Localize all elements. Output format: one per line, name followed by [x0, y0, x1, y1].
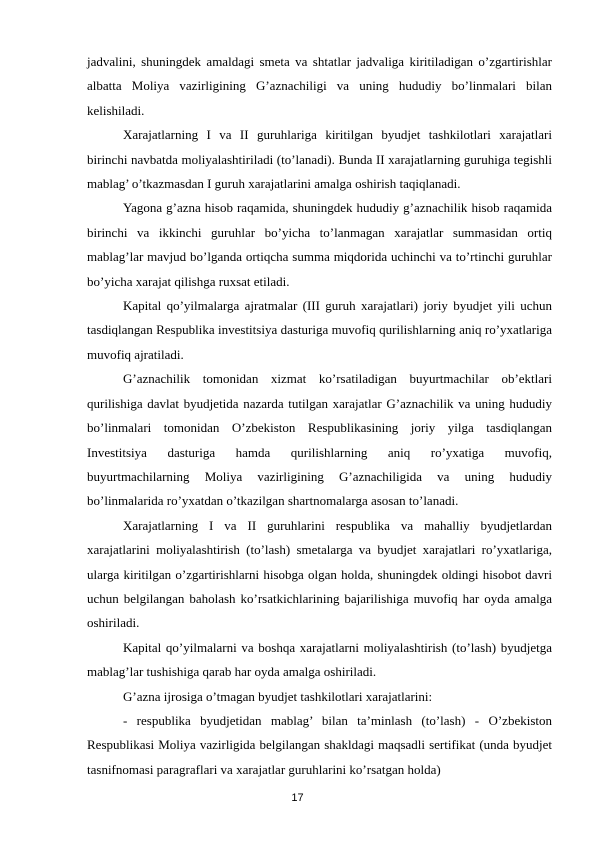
paragraph-7: Kapital qo’yilmalarni va boshqa xarajatlarni moliyalashtirish (to’lash) byudjetga mablag’lar tushishiga qarab har oyda amalga oshiriladi.	[87, 639, 552, 680]
paragraph-6: Xarajatlarning I va II guruhlarini respublika va mahalliy byudjetlardan xarajatlarini moliyalashtirish (to’lash) smetalarga va byudjet xarajatlari ro’yxatlariga, ularga kiritilgan o’zgartirishlarni hisobga olgan holda, shuningdek oldingi hisobot davri uchun belgilangan baholash ko’rsatkichlarining bajarilishiga muvofiq har oyda amalga oshiriladi.	[87, 517, 552, 631]
paragraph-3: Yagona g’azna hisob raqamida, shuningdek hududiy g’aznachilik hisob raqamida birinchi va ikkinchi guruhlar bo’yicha to’lanmagan xarajatlar summasidan ortiq mablag’lar mavjud bo’lganda ortiqcha summa miqdorida uchinchi va to’rtinchi guruhlar bo’yicha xarajat qilishga ruxsat etiladi.	[87, 200, 552, 289]
paragraph-5: G’aznachilik tomonidan xizmat ko’rsatiladigan buyurtmachilar ob’ektlari qurilishiga davlat byudjetida nazarda tutilgan xarajatlar G’aznachilik va uning hududiy bo’linmalari tomonidan O’zbekiston Respublikasining joriy yilga tasdiqlangan Investitsiya dasturiga hamda qurilishlarning aniq ro’yxatiga muvofiq, buyurtmachilarning Moliya vazirligining G’aznachiligida va uning hududiy bo’linmalarida ro’yxatdan o’tkazilgan shartnomalarga asosan to’lanadi.	[87, 371, 552, 509]
paragraph-2: Xarajatlarning I va II guruhlariga kiritilgan byudjet tashkilotlari xarajatlari birinchi navbatda moliyalashtiriladi (to’lanadi). Bunda II xarajatlarning guruhiga tegishli mablag’ o’tkazmasdan I guruh xarajatlarini amalga oshirish taqiqlanadi.	[87, 127, 552, 192]
paragraph-9: - respublika byudjetidan mablag’ bilan ta’minlash (to’lash) - O’zbekiston Respublikasi Moliya vazirligida belgilangan shakldagi maqsadli sertifikat (unda byudjet tasnifnomasi paragraflari va xarajatlar guruhlarini ko’rsatgan holda)	[87, 712, 552, 777]
paragraph-1: jadvalini, shuningdek amaldagi smeta va shtatlar jadvaliga kiritiladigan o’zgartirishlar albatta Moliya vazirligining G’aznachiligi va uning hududiy bo’linmalari bilan kelishiladi.	[87, 54, 552, 118]
paragraph-4: Kapital qo’yilmalarga ajratmalar (III guruh xarajatlari) joriy byudjet yili uchun tasdiqlangan Respublika investitsiya dasturiga muvofiq qurilishlarning aniq ro’yxatlariga muvofiq ajratiladi.	[87, 298, 552, 362]
page-number: 17	[291, 792, 304, 804]
document-body	[87, 50, 552, 782]
paragraph-8: G’azna ijrosiga o’tmagan byudjet tashkilotlari xarajatlarini:	[123, 688, 433, 704]
